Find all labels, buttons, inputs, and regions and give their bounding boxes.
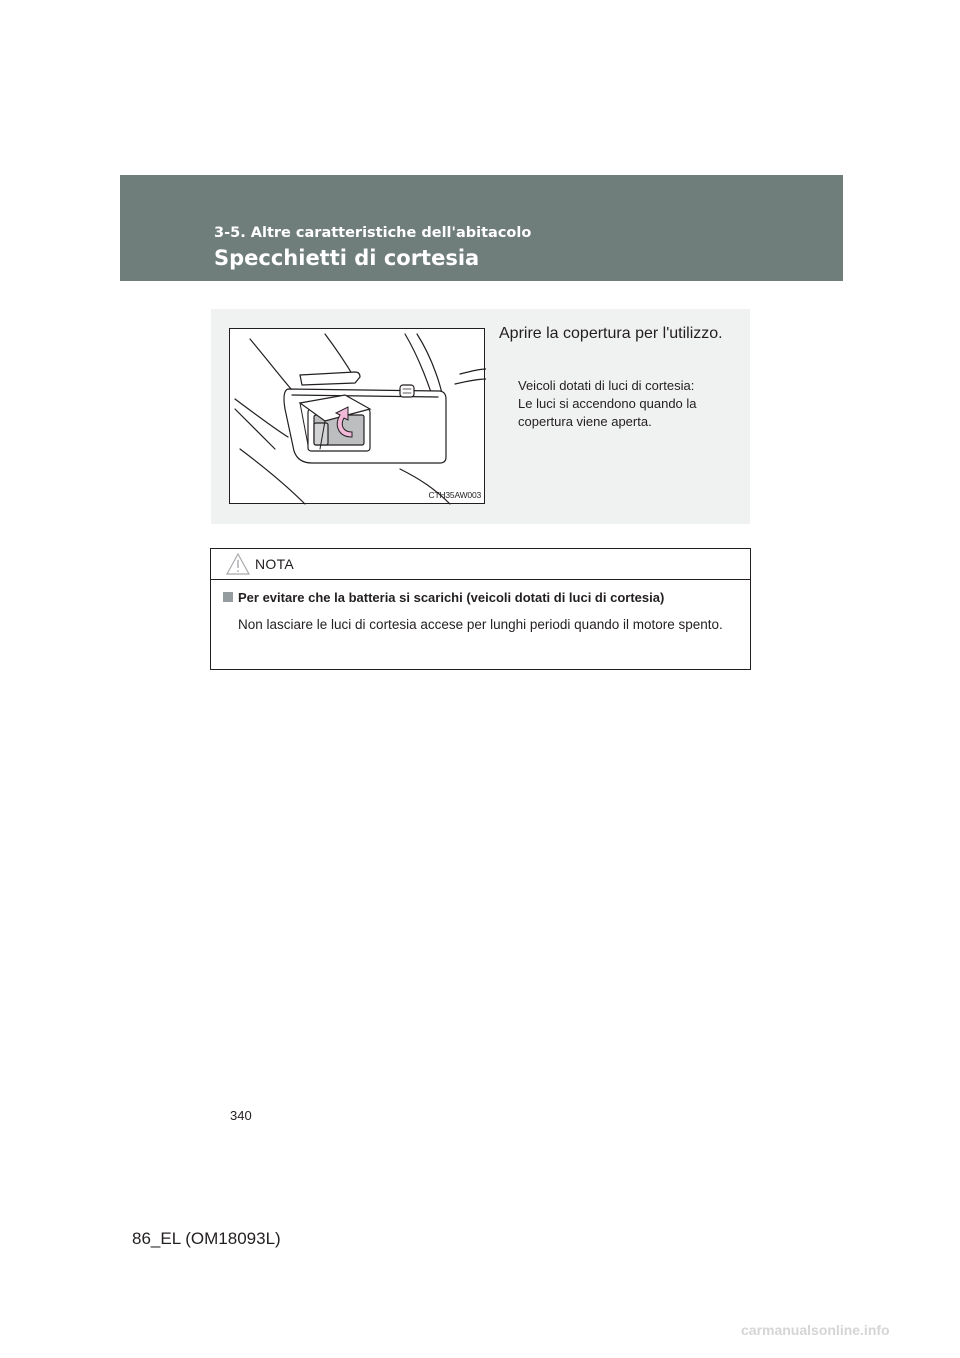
sun-visor-drawing (230, 329, 486, 505)
instruction-note-line2: Le luci si accendono quando la copertura viene aperta. (518, 396, 697, 429)
notice-header (211, 549, 750, 580)
section-header (120, 175, 843, 281)
page-number: 340 (230, 1108, 252, 1123)
instruction-note-line1: Veicoli dotati di luci di cortesia: (518, 378, 695, 393)
section-label: 3-5. Altre caratteristiche dell'abitacolo (214, 225, 532, 241)
warning-triangle-icon (226, 553, 250, 575)
notice-box (210, 548, 751, 670)
page-title: Specchietti di cortesia (214, 246, 480, 270)
instruction-panel (211, 309, 750, 524)
document-code: 86_EL (OM18093L) (132, 1229, 281, 1248)
notice-heading-text: Per evitare che la batteria si scarichi (veicoli dotati di luci di cortesia) (238, 590, 665, 605)
notice-heading (223, 590, 664, 605)
figure-code: CTH35AW003 (428, 490, 481, 500)
notice-text: Non lasciare le luci di cortesia accese per lunghi periodi quando il motore spento. (238, 617, 723, 632)
vanity-mirror-illustration (229, 328, 485, 504)
instruction-note (518, 377, 738, 431)
watermark: carmanualsonline.info (741, 1322, 890, 1338)
notice-title: NOTA (255, 556, 295, 572)
square-bullet-icon (223, 592, 233, 602)
instruction-text: Aprire la copertura per l'utilizzo. (499, 325, 723, 342)
